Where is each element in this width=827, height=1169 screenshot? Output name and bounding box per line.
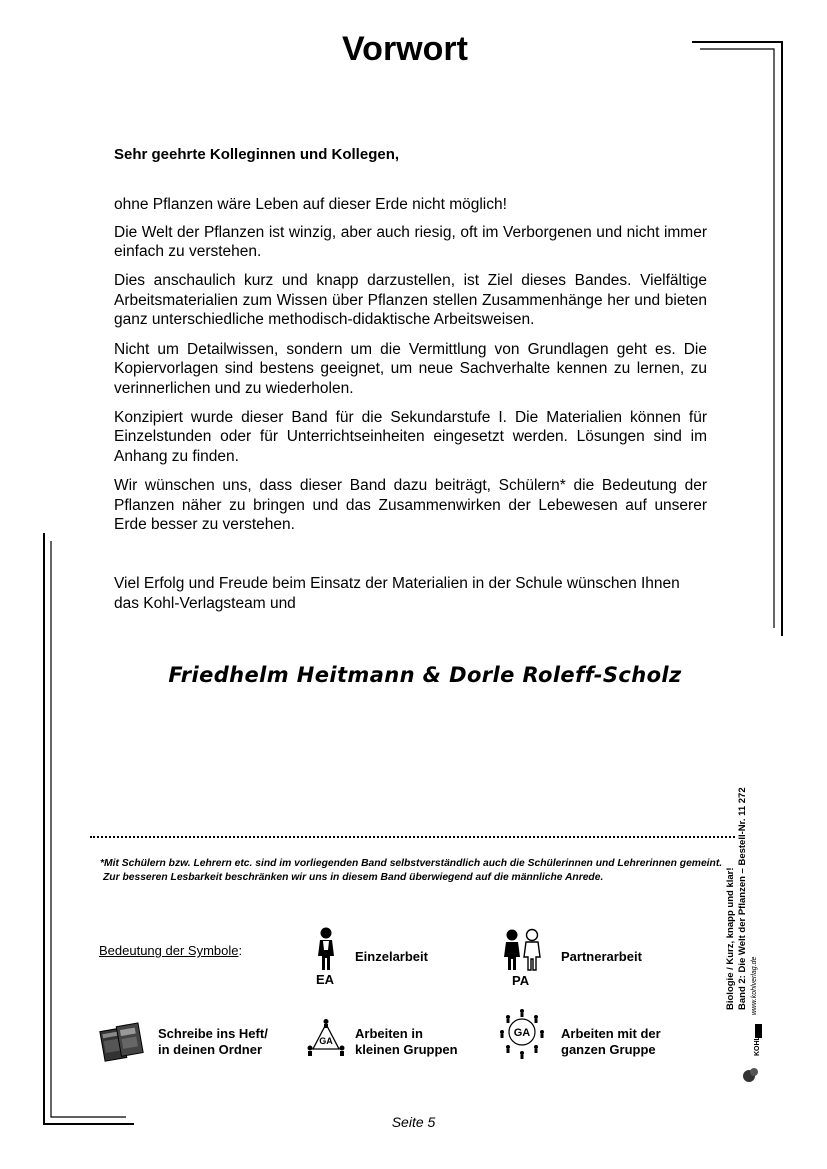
authors: Friedhelm Heitmann & Dorle Roleff-Scholz: [168, 663, 682, 687]
paragraph: Nicht um Detailwissen, sondern um die Vermittlung von Grundlagen geht es. Die Kopiervorlagen sind bestens geeignet, um neue Sachverhalte kennen zu lernen, zu verinnerlichen und zu wiederholen.: [114, 340, 707, 397]
pa-label: Partnerarbeit: [561, 949, 642, 964]
salutation: Sehr geehrte Kolleginnen und Kollegen,: [114, 146, 400, 163]
ga-small-label-line: kleinen Gruppen: [355, 1042, 458, 1057]
notebook-icon: [99, 1022, 145, 1062]
page-title: Vorwort: [342, 30, 468, 68]
spine-info: [725, 715, 765, 1015]
footnote: [100, 857, 740, 884]
whole-group-icon: [498, 1008, 546, 1060]
ga-whole-code: GA: [513, 1027, 531, 1039]
ga-whole-label: [561, 1026, 661, 1058]
dotted-divider: [90, 836, 735, 838]
legend-title: Bedeutung der Symbole:: [99, 943, 243, 958]
two-persons-icon: [501, 928, 545, 972]
ga-small-label-line: Arbeiten in: [355, 1026, 423, 1041]
ga-small-code: GA: [319, 1036, 333, 1046]
body-text: [114, 195, 707, 544]
paragraph: Konzipiert wurde dieser Band für die Sekundarstufe I. Die Materialien können für Einzelstunden oder für Unterrichtseinheiten eingesetzt werden. Lösungen sind im Anhang zu finden.: [114, 408, 707, 466]
heft-label-line: Schreibe ins Heft/: [158, 1026, 268, 1041]
spine-line: Biologie / Kurz, knapp und klar!: [725, 867, 736, 1010]
ga-small-label: [355, 1026, 458, 1058]
ea-code: EA: [316, 972, 335, 987]
heft-label-line: in deinen Ordner: [158, 1042, 263, 1057]
spine-url: www.kohlverlag.de: [751, 956, 758, 1015]
single-person-icon: [313, 926, 339, 972]
closing: [114, 574, 714, 613]
paragraph: ohne Pflanzen wäre Leben auf dieser Erde nicht möglich!: [114, 196, 507, 213]
paragraph: Die Welt der Pflanzen ist winzig, aber auch riesig, oft im Verborgenen und nicht immer einfach zu verstehen.: [114, 223, 707, 261]
closing-line: Viel Erfolg und Freude beim Einsatz der Materialien in der Schule wünschen Ihnen: [114, 575, 680, 592]
page-number: Seite 5: [391, 1114, 436, 1130]
closing-line: das Kohl-Verlagsteam und: [114, 594, 296, 612]
footnote-line: Zur besseren Lesbarkeit beschränken wir uns in diesem Band überwiegend auf die männliche Anrede.: [103, 871, 604, 883]
spine-line: Band 2: Die Welt der Pflanzen – Bestell-Nr. 11 272: [737, 787, 748, 1010]
publisher-name: KOHL: [754, 1036, 761, 1056]
small-group-icon: [305, 1018, 347, 1058]
footnote-line: *Mit Schülern bzw. Lehrern etc. sind im vorliegenden Band selbstverständlich auch die Schülerinnen und Lehrerinnen gemeint.: [100, 858, 723, 869]
pa-code: PA: [512, 973, 530, 988]
ga-whole-label-line: Arbeiten mit der: [561, 1026, 661, 1041]
paragraph: Wir wünschen uns, dass dieser Band dazu beiträgt, Schülern* die Bedeutung der Pflanzen näher zu bringen und das Zusammenwirken der Lebewesen auf unserer Erde besser zu verstehen.: [114, 477, 707, 534]
ga-whole-label-line: ganzen Gruppe: [561, 1042, 656, 1057]
kohl-logo-icon: [740, 1020, 766, 1086]
ea-label: Einzelarbeit: [355, 949, 428, 964]
heft-label: [158, 1026, 268, 1058]
paragraph: Dies anschaulich kurz und knapp darzustellen, ist Ziel dieses Bandes. Vielfältige Arbeitsmaterialien zum Wissen über Pflanzen stellen Zusammenhänge her und bieten ganz unterschiedliche methodisch-didaktische Arbeitsweisen.: [114, 272, 707, 329]
